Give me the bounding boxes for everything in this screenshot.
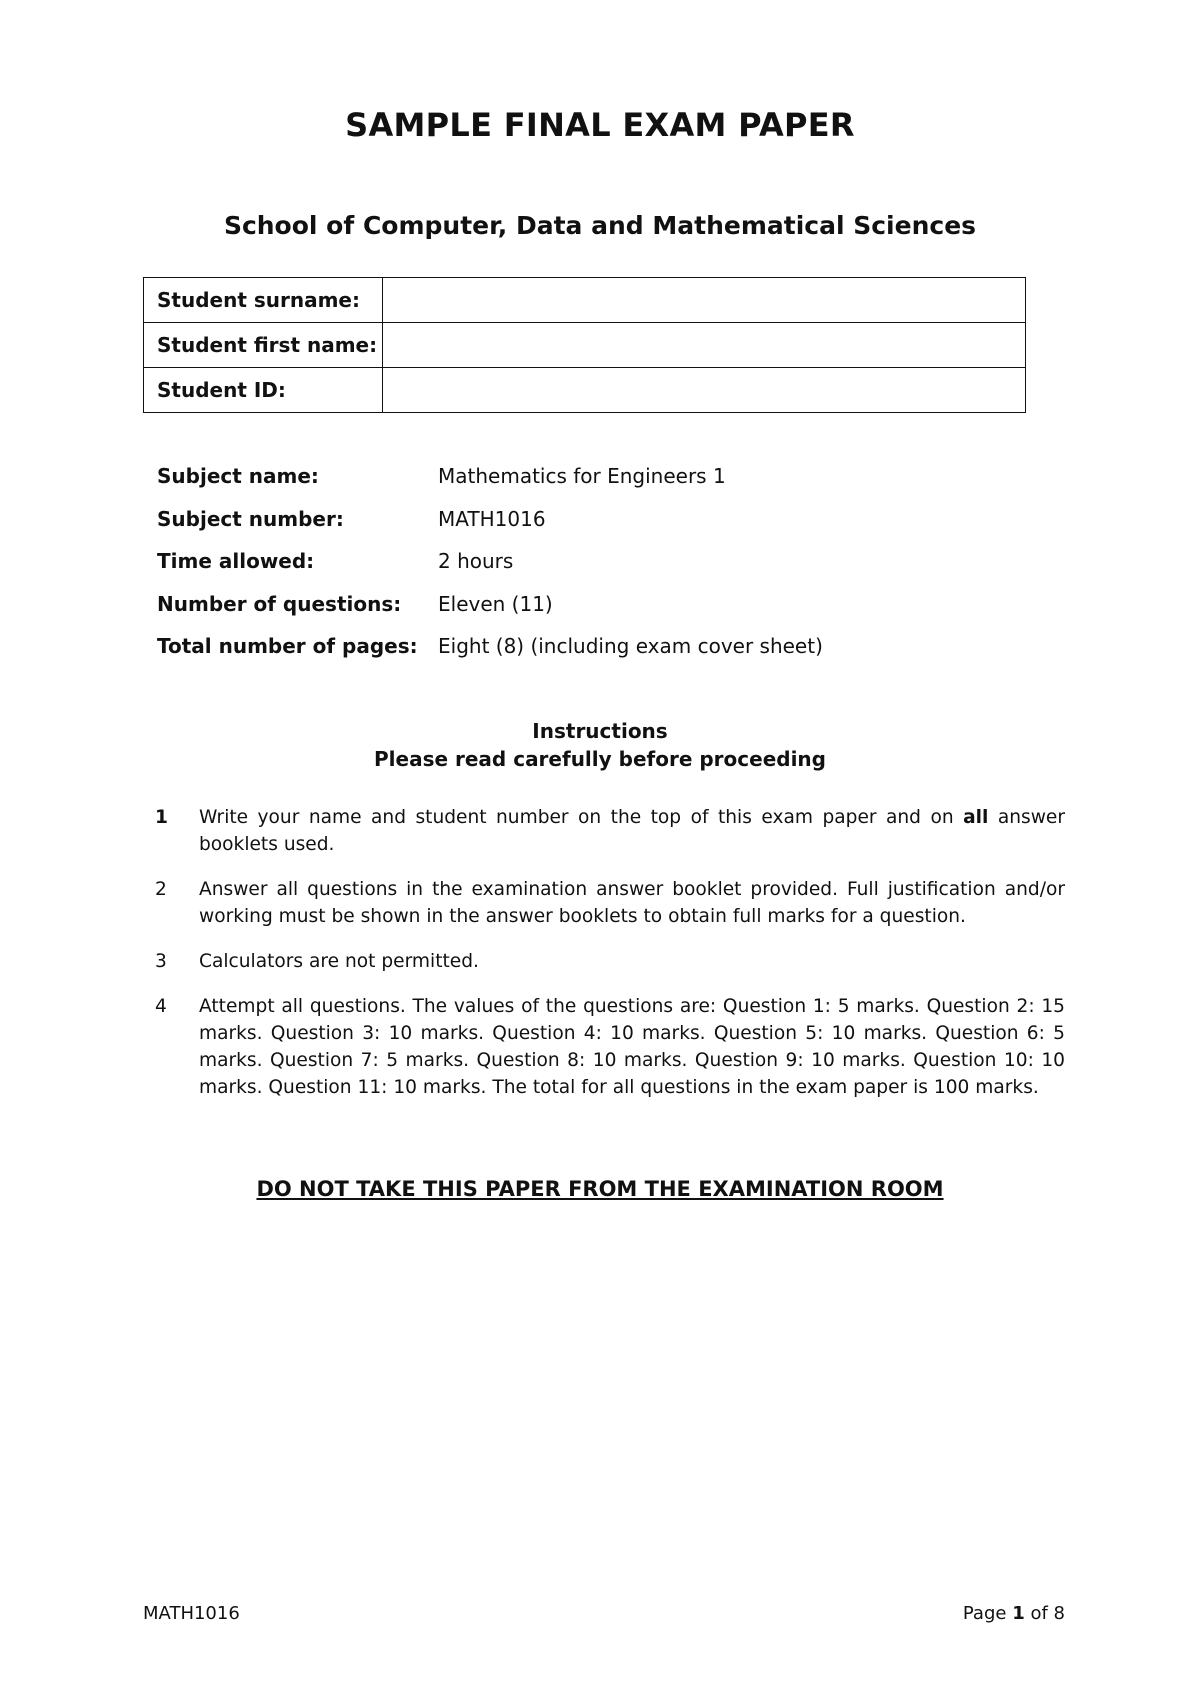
instruction-text-part: Write your name and student number on the top of this exam paper and on: [199, 807, 964, 828]
subject-number-value: MATH1016: [438, 506, 546, 531]
student-first-name-label: Student first name:: [144, 323, 383, 368]
student-id-label: Student ID:: [144, 368, 383, 413]
student-first-name-field: [383, 323, 1026, 368]
time-allowed-label: Time allowed:: [157, 549, 315, 574]
subject-name-row: [157, 455, 1057, 498]
table-row: [144, 323, 1026, 368]
footer-page-number: [963, 1603, 1065, 1624]
instruction-text-part: answer booklets used.: [199, 807, 1065, 855]
instruction-number: 3: [155, 951, 167, 972]
page-separator: of: [1030, 1603, 1048, 1624]
instruction-number: 2: [155, 879, 167, 900]
instruction-text: Attempt all questions. The values of the questions are: Question 1: 5 marks. Question 2: 15 marks. Question 3: 10 marks. Question 4: 10 marks. Question 5: 10 marks. Question 6: 5 marks. Question 7: 5 marks. Question 8: 10 marks. Question 9: 10 marks. Question 10: 10 marks. Question 11: 10 marks. The total for all questions in the exam paper is 100 marks.: [199, 996, 1065, 1098]
page-title: SAMPLE FINAL EXAM PAPER: [345, 106, 855, 144]
instruction-text: [199, 804, 1065, 858]
number-of-questions-value: Eleven (11): [438, 591, 553, 616]
list-item: [155, 948, 1065, 975]
student-surname-field: [383, 278, 1026, 323]
list-item: [155, 993, 1065, 1101]
instructions-subtitle: Please read carefully before proceeding: [374, 747, 826, 771]
table-row: [144, 368, 1026, 413]
instruction-number: 4: [155, 996, 167, 1017]
instruction-text: Answer all questions in the examination answer booklet provided. Full justification and/or working must be shown in the answer booklets to obtain full marks for a question.: [199, 879, 1065, 927]
total-pages: 8: [1053, 1603, 1065, 1624]
instructions-heading: [0, 717, 1200, 773]
list-item: [155, 876, 1065, 930]
footer-subject-code: MATH1016: [143, 1603, 240, 1624]
instruction-text: Calculators are not permitted.: [199, 951, 479, 972]
table-row: [144, 278, 1026, 323]
total-pages-label: Total number of pages:: [157, 634, 418, 659]
instruction-number: 1: [155, 807, 168, 828]
total-pages-value: Eight (8) (including exam cover sheet): [438, 634, 823, 659]
student-details-table: [143, 277, 1026, 413]
warning-notice: DO NOT TAKE THIS PAPER FROM THE EXAMINATION ROOM: [256, 1177, 944, 1201]
number-of-questions-row: [157, 583, 1057, 626]
student-surname-label: Student surname:: [144, 278, 383, 323]
subject-name-value: Mathematics for Engineers 1: [438, 464, 726, 489]
total-pages-row: [157, 625, 1057, 668]
instruction-text-emphasis: all: [963, 807, 989, 828]
instructions-title: Instructions: [532, 719, 668, 743]
list-item: [155, 804, 1065, 858]
school-title: School of Computer, Data and Mathematical Sciences: [223, 211, 977, 240]
number-of-questions-label: Number of questions:: [157, 591, 402, 616]
subject-info: [157, 455, 1057, 668]
time-allowed-value: 2 hours: [438, 549, 514, 574]
subject-number-label: Subject number:: [157, 506, 344, 531]
time-allowed-row: [157, 540, 1057, 583]
current-page: 1: [1012, 1603, 1025, 1624]
student-id-field: [383, 368, 1026, 413]
subject-name-label: Subject name:: [157, 464, 319, 489]
page-label: Page: [962, 1603, 1007, 1624]
subject-number-row: [157, 498, 1057, 541]
instruction-list: [155, 804, 1065, 1119]
